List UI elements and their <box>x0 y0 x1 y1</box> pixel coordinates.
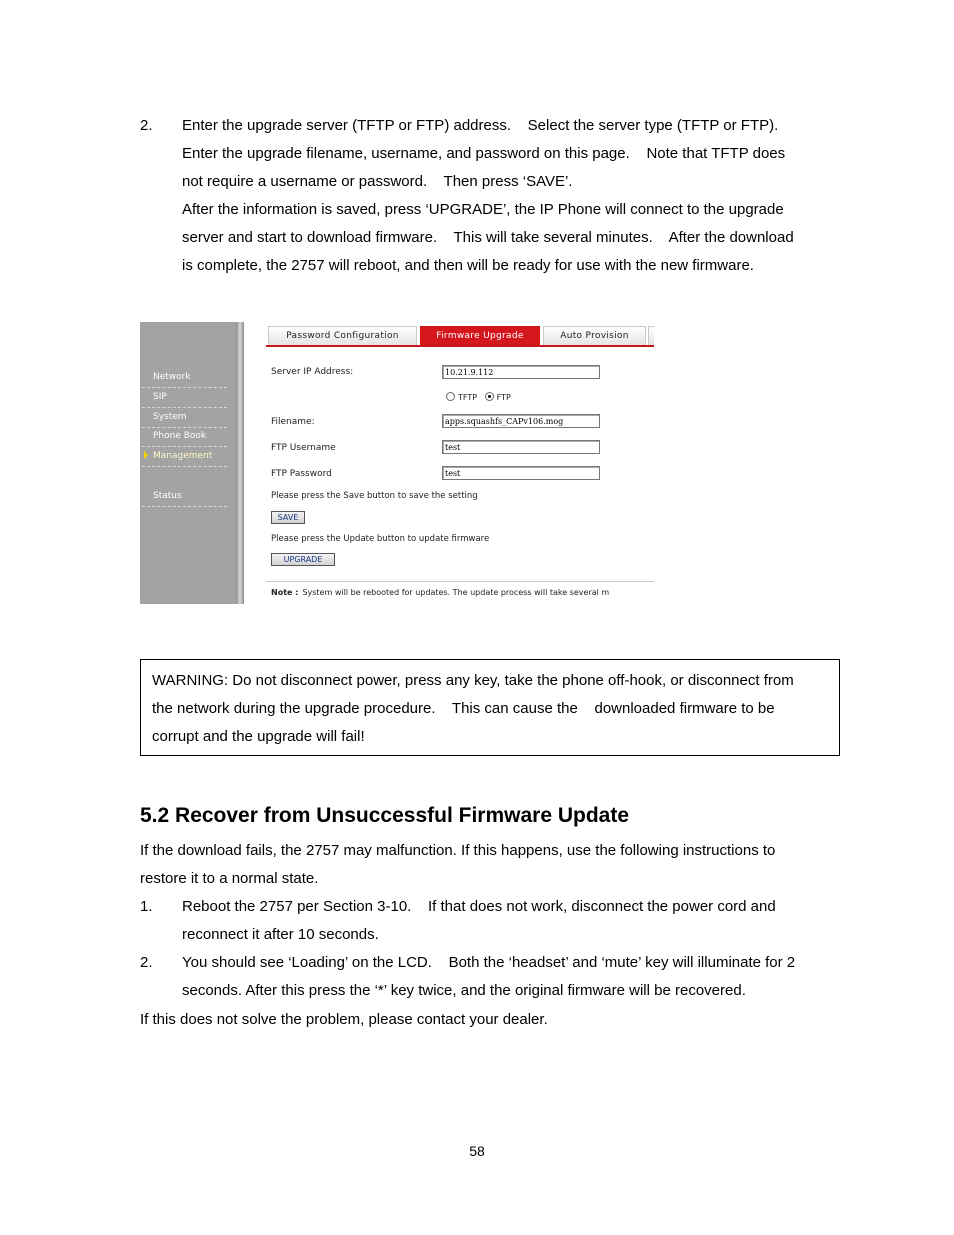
step-number: 2. <box>140 954 153 971</box>
warning-line: corrupt and the upgrade will fail! <box>152 728 365 745</box>
radio-ftp[interactable] <box>485 392 494 401</box>
paragraph-line: If the download fails, the 2757 may malfunction. If this happens, use the following instructions to <box>140 842 776 859</box>
sidebar-item-label: Network <box>153 372 191 382</box>
ftp-password-label: FTP Password <box>271 469 332 479</box>
warning-text <box>152 667 832 751</box>
warning-line: the network during the upgrade procedure. This can cause the downloaded firmware to be <box>152 700 775 717</box>
step-line: is complete, the 2757 will reboot, and then will be ready for use with the new firmware. <box>182 257 754 274</box>
sidebar-item-label: Status <box>153 491 182 501</box>
ftp-password-input[interactable]: test <box>442 466 600 480</box>
step-body <box>182 893 832 949</box>
tab-bar <box>266 326 654 347</box>
step-body <box>182 949 832 1005</box>
step-line: server and start to download firmware. This will take several minutes. After the download <box>182 229 794 246</box>
step-number: 1. <box>140 898 153 915</box>
ftp-username-input[interactable]: test <box>442 440 600 454</box>
step-line: Enter the upgrade filename, username, and password on this page. Note that TFTP does <box>182 145 786 162</box>
arrow-right-icon <box>144 451 148 459</box>
step-line: not require a username or password. Then press ‘SAVE’. <box>182 173 573 190</box>
radio-tftp-label: TFTP <box>458 393 478 402</box>
radio-ftp-label: FTP <box>496 393 511 402</box>
server-type-radio-group <box>446 392 511 402</box>
sidebar-item-label: Management <box>153 451 213 461</box>
sidebar-item-phone-book[interactable] <box>142 427 227 447</box>
update-hint: Please press the Update button to update firmware <box>271 534 490 544</box>
sidebar-item-label: Phone Book <box>153 431 207 441</box>
step-line: You should see ‘Loading’ on the LCD. Both the ‘headset’ and ‘mute’ key will illuminate for 2 <box>182 954 796 971</box>
step-line: Reboot the 2757 per Section 3-10. If that does not work, disconnect the power cord and <box>182 898 776 915</box>
page-number: 58 <box>469 1143 485 1159</box>
step-line: Enter the upgrade server (TFTP or FTP) address. Select the server type (TFTP or FTP). <box>182 117 779 134</box>
note-text <box>271 588 609 597</box>
step-line: After the information is saved, press ‘UPGRADE’, the IP Phone will connect to the upgrade <box>182 201 784 218</box>
paragraph-line: restore it to a normal state. <box>140 870 319 887</box>
tab-password-configuration[interactable]: Password Configuration <box>268 326 417 345</box>
sidebar-item-management[interactable] <box>142 447 227 467</box>
closing-paragraph: If this does not solve the problem, please contact your dealer. <box>140 1011 548 1028</box>
upgrade-button[interactable]: UPGRADE <box>271 553 335 566</box>
server-ip-label: Server IP Address: <box>271 367 354 377</box>
server-ip-input[interactable]: 10.21.9.112 <box>442 365 600 379</box>
step-number: 2. <box>140 117 153 134</box>
section-intro <box>140 837 840 893</box>
sidebar-item-network[interactable] <box>142 368 227 388</box>
section-title: 5.2 Recover from Unsuccessful Firmware Update <box>140 804 630 827</box>
sidebar-item-status[interactable] <box>142 487 227 507</box>
filename-input[interactable]: apps.squashfs_CAPv106.mog <box>442 414 600 428</box>
note-body: System will be rebooted for updates. The update process will take several m <box>302 588 610 597</box>
step-body <box>182 112 832 280</box>
save-button[interactable]: SAVE <box>271 511 305 524</box>
warning-line: WARNING: Do not disconnect power, press any key, take the phone off-hook, or disconnect from <box>152 672 794 689</box>
sidebar <box>140 322 244 604</box>
sidebar-item-sip[interactable] <box>142 388 227 408</box>
radio-tftp[interactable] <box>446 392 455 401</box>
note-label: Note : <box>271 588 299 597</box>
save-hint: Please press the Save button to save the setting <box>271 491 478 501</box>
divider <box>266 581 654 582</box>
sidebar-divider <box>236 322 244 604</box>
tab-auto-provision[interactable]: Auto Provision <box>543 326 646 345</box>
sidebar-item-label: System <box>153 412 187 422</box>
sidebar-item-label: SIP <box>153 392 167 402</box>
ftp-username-label: FTP Username <box>271 443 336 453</box>
filename-label: Filename: <box>271 417 315 427</box>
step-line: seconds. After this press the ‘*’ key twice, and the original firmware will be recovered. <box>182 982 746 999</box>
firmware-upgrade-screenshot <box>140 322 654 604</box>
tab-overflow <box>648 326 654 345</box>
warning-box <box>140 659 840 756</box>
tab-firmware-upgrade[interactable]: Firmware Upgrade <box>420 326 540 345</box>
step-line: reconnect it after 10 seconds. <box>182 926 379 943</box>
sidebar-item-system[interactable] <box>142 408 227 428</box>
